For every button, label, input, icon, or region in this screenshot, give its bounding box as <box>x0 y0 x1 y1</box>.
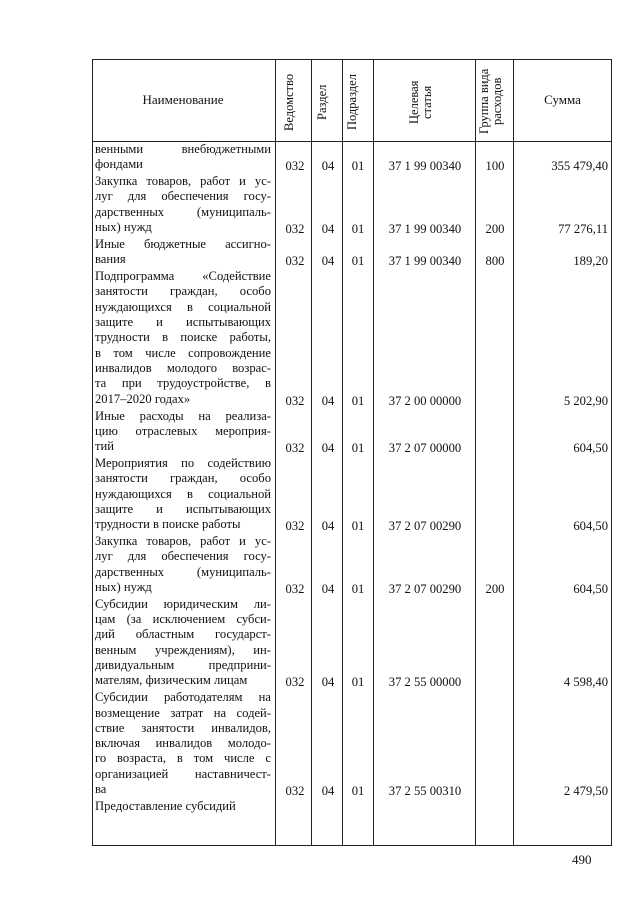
row-name-line: Предоставление субсидий <box>95 799 236 813</box>
row-podrazdel: 01 <box>351 582 365 596</box>
row-name-line: инвалидов молодого возрас- <box>95 360 271 375</box>
row-celevaya-statya: 37 2 07 00290 <box>388 519 462 534</box>
budget-table <box>92 59 612 846</box>
row-name-line: луг для обеспечения госу- <box>95 189 271 204</box>
row-vedomstvo: 032 <box>285 222 305 237</box>
header-vedomstvo: Ведомство <box>282 73 296 131</box>
row-summa: 4 598,40 <box>563 675 608 690</box>
row-name-line: нуждающихся в социальной <box>95 299 271 314</box>
row-vedomstvo: 032 <box>285 254 305 269</box>
column-border-0 <box>92 59 93 846</box>
row-name <box>95 597 271 689</box>
row-name-line: мателям, физическим лицам <box>95 673 248 688</box>
row-name-line: трудности в поиске работы, <box>95 330 271 345</box>
row-name-line: фондами <box>95 157 143 172</box>
header-razdel: Раздел <box>315 84 329 120</box>
row-name-line: дий областным государст- <box>95 627 271 642</box>
row-name-line: дарственных (муниципаль- <box>95 564 271 579</box>
row-razdel: 04 <box>321 784 335 799</box>
row-podrazdel: 01 <box>351 519 365 534</box>
header-bottom-border <box>92 141 612 142</box>
column-border-7 <box>611 59 612 846</box>
row-podrazdel: 01 <box>351 254 365 269</box>
header-gruppa-vida-rashodov: Группа вида расходов <box>477 68 504 134</box>
row-name-line: та при трудоустройстве, в <box>95 376 271 391</box>
row-gruppa: 200 <box>485 222 505 237</box>
row-summa: 5 202,90 <box>563 393 608 408</box>
row-name-line: ва <box>95 782 107 797</box>
row-vedomstvo: 032 <box>285 519 305 534</box>
row-celevaya-statya: 37 1 99 00340 <box>388 254 462 269</box>
row-name <box>95 456 271 532</box>
row-name <box>95 174 271 235</box>
header-podrazdel: Подраздел <box>345 74 359 130</box>
row-summa: 189,20 <box>573 254 608 269</box>
row-summa: 2 479,50 <box>563 784 608 799</box>
row-name <box>95 690 271 797</box>
row-name-line: в том числе сопровождение <box>95 345 271 360</box>
row-vedomstvo: 032 <box>285 784 305 799</box>
row-celevaya-statya: 37 2 55 00310 <box>388 784 462 799</box>
row-celevaya-statya: 37 2 07 00290 <box>388 582 462 596</box>
row-name-line: Закупка товаров, работ и ус- <box>95 174 271 189</box>
row-vedomstvo: 032 <box>285 441 305 456</box>
row-name <box>95 269 271 407</box>
row-gruppa: 800 <box>485 254 505 269</box>
row-celevaya-statya: 37 2 55 00000 <box>388 675 462 690</box>
row-razdel: 04 <box>321 393 335 408</box>
column-border-4 <box>373 59 374 846</box>
row-razdel: 04 <box>321 254 335 269</box>
row-name-line: го возраста, в том числе с <box>95 751 271 766</box>
page-number: 490 <box>572 852 592 867</box>
row-gruppa: 200 <box>485 582 505 596</box>
row-name-line: Иные бюджетные ассигно- <box>95 237 271 251</box>
row-name-line: тий <box>95 439 114 454</box>
row-name <box>95 237 271 268</box>
row-name-line: занятости граждан, особо <box>95 471 271 486</box>
row-name-line: Мероприятия по содействию <box>95 456 271 470</box>
row-celevaya-statya: 37 2 07 00000 <box>388 441 462 456</box>
column-border-1 <box>275 59 276 846</box>
row-celevaya-statya: 37 1 99 00340 <box>388 222 462 237</box>
row-name-line: венными внебюджетными <box>95 142 271 156</box>
column-border-6 <box>513 59 514 846</box>
row-vedomstvo: 032 <box>285 159 305 174</box>
row-name-line: защите и испытывающих <box>95 501 271 516</box>
table-top-border <box>92 59 612 60</box>
row-celevaya-statya: 37 1 99 00340 <box>388 159 462 174</box>
column-border-2 <box>311 59 312 846</box>
row-podrazdel: 01 <box>351 441 365 456</box>
row-razdel: 04 <box>321 519 335 534</box>
row-name-line: Иные расходы на реализа- <box>95 408 271 423</box>
row-podrazdel: 01 <box>351 393 365 408</box>
row-razdel: 04 <box>321 159 335 174</box>
row-name-line: Подпрограмма «Содействие <box>95 269 271 284</box>
row-name <box>95 799 271 814</box>
row-name-line: цию отраслевых мероприя- <box>95 423 271 438</box>
row-name-line: луг для обеспечения госу- <box>95 549 271 564</box>
row-razdel: 04 <box>321 222 335 237</box>
row-name-line: занятости граждан, особо <box>95 284 271 299</box>
row-name-line: 2017–2020 годах» <box>95 391 191 406</box>
table-bottom-border <box>92 845 612 846</box>
header-name: Наименование <box>142 92 224 107</box>
row-podrazdel: 01 <box>351 222 365 237</box>
row-vedomstvo: 032 <box>285 393 305 408</box>
row-name-line: Субсидии юридическим ли- <box>95 596 271 611</box>
row-name-line: включая инвалидов молодо- <box>95 736 271 751</box>
row-name-line: Закупка товаров, работ и ус- <box>95 534 271 549</box>
row-podrazdel: 01 <box>351 159 365 174</box>
row-razdel: 04 <box>321 441 335 456</box>
row-vedomstvo: 032 <box>285 675 305 690</box>
row-name-line: ных) нужд <box>95 220 152 235</box>
row-name-line: дарственных (муниципаль- <box>95 204 271 219</box>
row-name-line: цам (за исключением субси- <box>95 612 271 627</box>
row-name-line: венным учреждениям), ин- <box>95 642 271 657</box>
header-celevaya-statya: Целевая статья <box>407 80 434 124</box>
row-name-line: ствие занятости инвалидов, <box>95 720 271 735</box>
column-border-3 <box>342 59 343 846</box>
row-name-line: ных) нужд <box>95 579 152 594</box>
row-name-line: нуждающихся в социальной <box>95 486 271 501</box>
row-name <box>95 534 271 595</box>
row-name-line: возмещение затрат на содей- <box>95 705 271 720</box>
row-name-line: трудности в поиске работы <box>95 517 241 532</box>
row-celevaya-statya: 37 2 00 00000 <box>388 393 462 408</box>
row-name-line: Субсидии работодателям на <box>95 690 271 705</box>
row-vedomstvo: 032 <box>285 582 305 596</box>
header-summa: Сумма <box>544 92 581 107</box>
row-podrazdel: 01 <box>351 675 365 690</box>
row-name <box>95 142 271 173</box>
row-name <box>95 409 271 455</box>
row-gruppa: 100 <box>485 159 505 174</box>
column-border-5 <box>475 59 476 846</box>
row-podrazdel: 01 <box>351 784 365 799</box>
row-summa: 77 276,11 <box>558 222 608 237</box>
row-name-line: организацией наставничест- <box>95 766 271 781</box>
row-name-line: защите и испытывающих <box>95 315 271 330</box>
row-summa: 355 479,40 <box>551 159 608 174</box>
row-name-line: вания <box>95 252 126 267</box>
row-summa: 604,50 <box>573 441 608 456</box>
row-razdel: 04 <box>321 582 335 596</box>
row-summa: 604,50 <box>573 582 608 596</box>
row-summa: 604,50 <box>573 519 608 534</box>
row-name-line: дивидуальным предприни- <box>95 658 271 673</box>
row-razdel: 04 <box>321 675 335 690</box>
